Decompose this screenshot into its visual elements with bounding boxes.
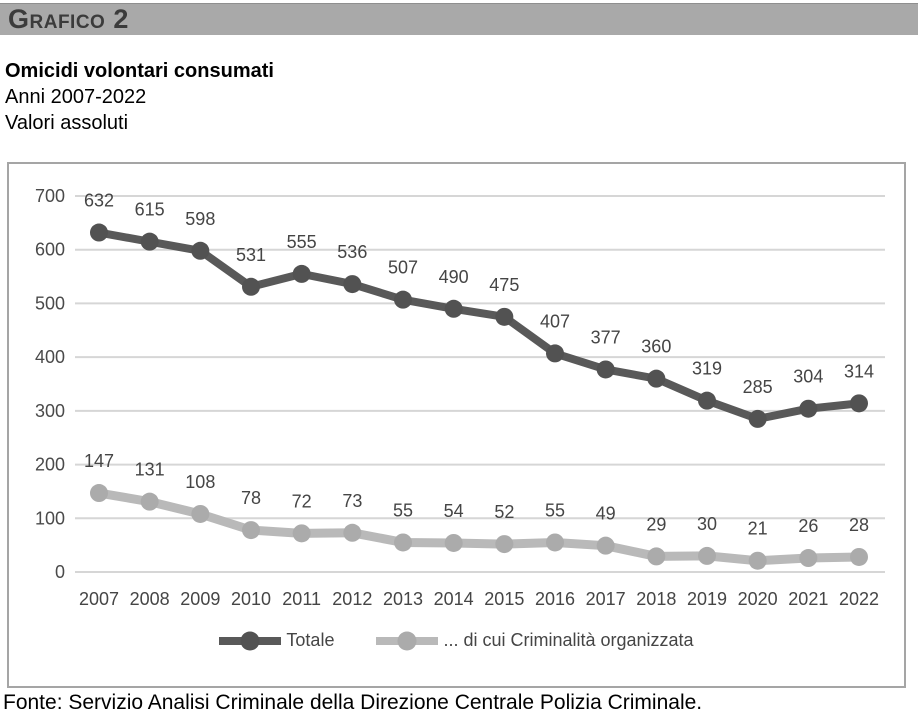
- data-point-marker: [394, 291, 412, 309]
- data-point-marker: [698, 392, 716, 410]
- data-point-marker: [293, 524, 311, 542]
- data-point-marker: [647, 547, 665, 565]
- x-tick-label: 2015: [484, 589, 525, 609]
- x-tick-label: 2021: [788, 589, 829, 609]
- y-tick-label: 200: [34, 454, 65, 475]
- x-tick-label: 2016: [534, 589, 576, 609]
- data-point-marker: [749, 552, 767, 570]
- data-point-label: 360: [641, 336, 672, 357]
- data-point-marker: [597, 360, 615, 378]
- data-point-label: 615: [134, 199, 165, 220]
- legend-label: Totale: [286, 630, 335, 650]
- data-point-marker: [799, 549, 817, 567]
- chart-subtitle: Anni 2007-2022: [5, 86, 147, 108]
- x-tick-label: 2020: [737, 589, 778, 609]
- data-point-label: 30: [696, 513, 718, 534]
- data-point-label: 49: [595, 503, 616, 524]
- data-point-marker: [597, 537, 615, 555]
- legend-marker-icon: [376, 637, 438, 645]
- y-tick-label: 700: [34, 186, 65, 206]
- data-point-label: 54: [443, 500, 464, 521]
- data-point-label: 72: [291, 491, 312, 512]
- data-point-marker: [799, 400, 817, 418]
- data-point-marker: [90, 484, 108, 502]
- series-totale: [84, 191, 874, 428]
- data-point-marker: [343, 275, 361, 293]
- data-point-label: 285: [742, 376, 773, 397]
- x-tick-label: 2007: [78, 589, 120, 609]
- source-note: Fonte: Servizio Analisi Criminale della Direzione Centrale Polizia Criminale.: [3, 691, 703, 714]
- data-point-marker: [343, 524, 361, 542]
- data-point-label: 52: [494, 502, 515, 523]
- y-tick-label: 400: [34, 347, 65, 368]
- data-point-marker: [191, 242, 209, 260]
- x-tick-label: 2010: [230, 589, 272, 609]
- x-tick-label: 2022: [838, 589, 880, 609]
- data-point-label: 78: [240, 488, 262, 509]
- data-point-label: 304: [793, 366, 824, 387]
- chart-container: [7, 162, 906, 688]
- x-tick-label: 2017: [585, 589, 626, 609]
- legend-marker-icon: [219, 637, 281, 645]
- data-point-label: 407: [539, 311, 571, 332]
- y-tick-label: 500: [34, 293, 65, 314]
- data-point-label: 55: [544, 500, 566, 521]
- data-point-label: 29: [646, 514, 667, 535]
- data-point-label: 319: [691, 358, 723, 379]
- chart-heading: [5, 58, 274, 136]
- data-point-label: 507: [387, 257, 419, 278]
- x-tick-label: 2013: [382, 589, 424, 609]
- data-point-label: 28: [848, 514, 870, 535]
- legend-item: [376, 630, 693, 651]
- legend-dot-icon: [398, 631, 417, 650]
- x-tick-label: 2012: [332, 589, 373, 609]
- legend-dot-icon: [241, 631, 260, 650]
- data-point-marker: [90, 224, 108, 242]
- data-point-label: 147: [83, 451, 115, 472]
- data-point-label: 598: [185, 208, 216, 229]
- data-point-marker: [141, 233, 159, 251]
- data-point-marker: [242, 521, 260, 539]
- line-chart: [9, 164, 904, 616]
- x-tick-label: 2009: [180, 589, 221, 609]
- data-point-label: 377: [590, 327, 621, 348]
- data-point-label: 55: [392, 500, 414, 521]
- chart-title: Omicidi volontari consumati: [5, 60, 274, 82]
- data-point-marker: [850, 548, 868, 566]
- y-axis-tick-labels: [35, 186, 65, 582]
- data-point-label: 632: [83, 190, 115, 211]
- data-point-label: 108: [185, 471, 216, 492]
- x-tick-label: 2011: [282, 589, 322, 609]
- data-point-label: 475: [489, 274, 520, 295]
- x-tick-label: 2008: [129, 589, 170, 609]
- legend-item: [219, 630, 334, 651]
- chart-legend: [9, 630, 904, 651]
- data-point-label: 73: [342, 490, 363, 511]
- x-axis-tick-labels: [79, 589, 879, 609]
- data-point-label: 555: [286, 231, 317, 252]
- data-point-marker: [495, 308, 513, 326]
- data-point-marker: [495, 535, 513, 553]
- x-tick-label: 2014: [433, 589, 474, 609]
- y-tick-label: 0: [54, 562, 65, 582]
- data-point-marker: [698, 547, 716, 565]
- data-point-marker: [850, 394, 868, 412]
- data-point-label: 536: [337, 242, 368, 263]
- section-banner-label: Grafico 2: [8, 4, 129, 34]
- data-point-marker: [647, 370, 665, 388]
- chart-measure: Valori assoluti: [5, 112, 129, 134]
- y-tick-label: 600: [34, 239, 65, 260]
- data-point-marker: [191, 505, 209, 523]
- data-point-marker: [293, 265, 311, 283]
- series-line: [99, 490, 859, 561]
- data-point-marker: [141, 493, 159, 511]
- data-point-marker: [749, 410, 767, 428]
- data-point-label: 21: [747, 518, 768, 539]
- data-point-marker: [394, 533, 412, 551]
- data-point-label: 490: [438, 266, 469, 287]
- data-point-marker: [445, 534, 463, 552]
- data-point-marker: [242, 278, 260, 296]
- section-banner: [0, 3, 918, 35]
- data-point-marker: [546, 533, 564, 551]
- data-point-label: 131: [134, 459, 165, 480]
- data-point-label: 314: [843, 361, 875, 382]
- y-tick-label: 300: [34, 400, 65, 421]
- series-di-cui-criminalit-organizzata: [84, 451, 869, 570]
- x-tick-label: 2018: [636, 589, 677, 609]
- data-point-marker: [445, 300, 463, 318]
- y-tick-label: 100: [34, 508, 65, 529]
- data-point-label: 26: [798, 516, 819, 537]
- data-point-label: 531: [235, 244, 267, 265]
- data-point-marker: [546, 344, 564, 362]
- legend-label: ... di cui Criminalità organizzata: [443, 630, 694, 650]
- x-tick-label: 2019: [686, 589, 728, 609]
